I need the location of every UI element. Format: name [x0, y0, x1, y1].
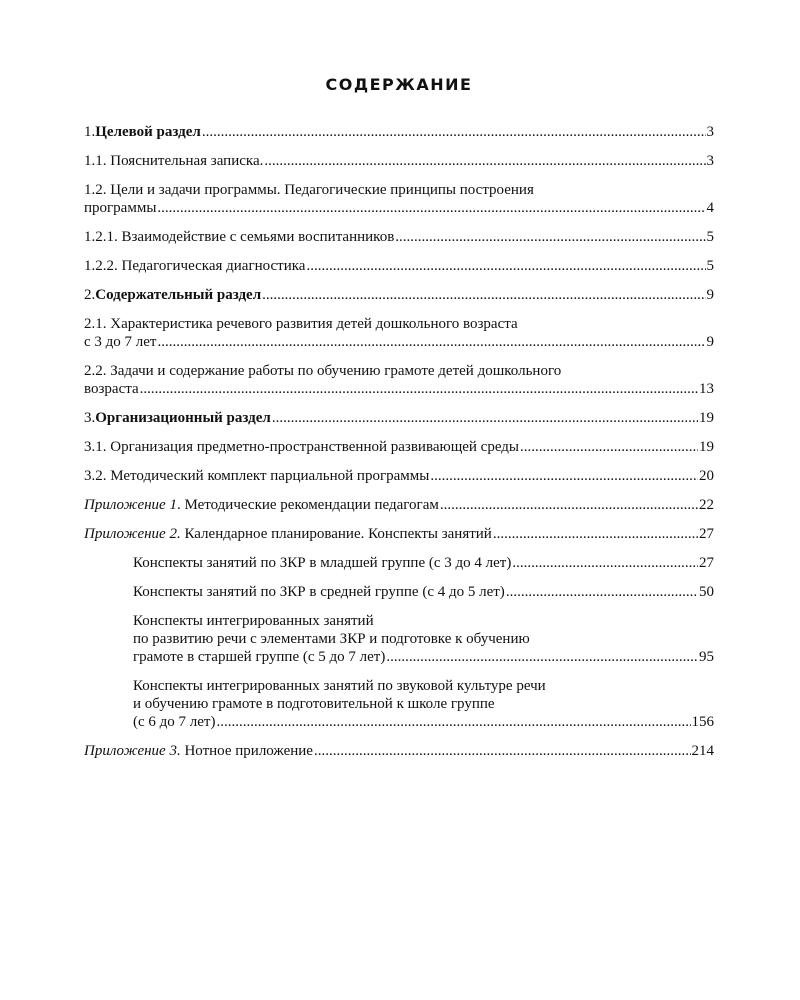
page-title: СОДЕРЖАНИЕ	[325, 75, 473, 94]
toc-entry-3[interactable]: 3. Организационный раздел ..... 19	[84, 409, 714, 427]
toc-page-number: 4	[706, 200, 714, 216]
toc-entry-title: Конспекты занятий по ЗКР в средней группе (с 4 до 5 лет)	[133, 584, 505, 600]
dot-leader	[314, 742, 691, 760]
toc-page-number: 5	[706, 229, 714, 245]
toc-entry-1-2[interactable]	[84, 181, 714, 217]
toc-page-number: 3	[706, 153, 714, 169]
toc-entry-title-line: 2.2. Задачи и содержание работы по обучению грамоте детей дошкольного	[84, 363, 562, 379]
toc-entry-appendix-2[interactable]	[84, 525, 714, 543]
toc-entry-title-line: 1.2. Цели и задачи программы. Педагогические принципы построения	[84, 182, 534, 198]
toc-entry-1-2-1[interactable]	[84, 228, 714, 246]
toc-page-number: 22	[699, 497, 714, 513]
dot-leader	[386, 648, 698, 666]
dot-leader	[520, 438, 698, 456]
toc-page-number: 5	[706, 258, 714, 274]
dot-leader	[140, 380, 698, 398]
toc-page-number: 20	[699, 468, 714, 484]
toc-entry-title-line: по развитию речи с элементами ЗКР и подготовке к обучению	[133, 631, 530, 647]
toc-entry-title-line: Конспекты интегрированных занятий	[133, 613, 374, 629]
toc-entry-title: 1.1. Пояснительная записка.	[84, 153, 264, 169]
toc-entry-2[interactable]: 2. Содержательный раздел ..... 9	[84, 286, 714, 304]
toc-entry-title: Целевой раздел	[95, 124, 201, 140]
toc-page-number: 95	[699, 649, 714, 665]
toc-entry-title: Календарное планирование. Конспекты занятий	[180, 526, 492, 542]
toc-page-number: 9	[706, 287, 714, 303]
toc-entry-3-1[interactable]	[84, 438, 714, 456]
toc-page-number: 9	[706, 334, 714, 350]
dot-leader	[506, 583, 698, 601]
toc-entry-title: (с 6 до 7 лет)	[133, 714, 216, 730]
toc-entry-title-line: Конспекты интегрированных занятий по звуковой культуре речи	[133, 678, 546, 694]
toc-entry-title: Конспекты занятий по ЗКР в младшей группе (с 3 до 4 лет)	[133, 555, 512, 571]
toc-entry-title: 3.1. Организация предметно-пространственной развивающей среды	[84, 439, 520, 455]
dot-leader	[158, 333, 706, 351]
toc-entry-senior-group[interactable]	[84, 612, 714, 666]
toc-page-number: 156	[691, 714, 714, 730]
toc-entry-1-2-2[interactable]	[84, 257, 714, 275]
dot-leader	[430, 467, 698, 485]
toc-page-number: 214	[691, 743, 714, 759]
toc-entry-title: Организационный раздел	[95, 410, 271, 426]
appendix-label: Приложение 3.	[84, 743, 181, 759]
dot-leader	[306, 257, 705, 275]
dot-leader	[157, 199, 705, 217]
toc-page-number: 19	[699, 410, 714, 426]
toc-entry-title: Нотное приложение	[180, 743, 313, 759]
toc-page-number: 27	[699, 555, 714, 571]
toc-page-number: 19	[699, 439, 714, 455]
toc-entry-1[interactable]: 1. Целевой раздел ..... 3	[84, 123, 714, 141]
toc-entry-3-2[interactable]	[84, 467, 714, 485]
dot-leader	[440, 496, 698, 514]
dot-leader	[216, 713, 690, 731]
dot-leader	[264, 152, 705, 170]
toc-entry-middle-group[interactable]	[84, 583, 714, 601]
dot-leader	[512, 554, 698, 572]
toc-entry-title: 1.2.1. Взаимодействие с семьями воспитанников	[84, 229, 395, 245]
toc-entry-junior-group[interactable]	[84, 554, 714, 572]
toc-page-number: 50	[699, 584, 714, 600]
toc-entry-title: Содержательный раздел	[95, 287, 262, 303]
toc-entry-title: с 3 до 7 лет	[84, 334, 157, 350]
toc-page-number: 13	[699, 381, 714, 397]
toc-page-number: 27	[699, 526, 714, 542]
dot-leader	[272, 409, 698, 427]
toc-entry-title: 1.2.2. Педагогическая диагностика	[84, 258, 306, 274]
table-of-contents	[84, 123, 714, 771]
appendix-label: Приложение 2.	[84, 526, 181, 542]
toc-entry-title: грамоте в старшей группе (с 5 до 7 лет)	[133, 649, 386, 665]
toc-entry-title-line: и обучению грамоте в подготовительной к школе группе	[133, 696, 495, 712]
toc-entry-title: 3.2. Методический комплект парциальной программы	[84, 468, 430, 484]
toc-entry-title: возраста	[84, 381, 139, 397]
dot-leader	[262, 286, 705, 304]
toc-entry-preparatory-group[interactable]	[84, 677, 714, 731]
toc-entry-2-1[interactable]	[84, 315, 714, 351]
toc-page-number: 3	[706, 124, 714, 140]
toc-entry-appendix-3[interactable]	[84, 742, 714, 760]
dot-leader	[395, 228, 705, 246]
dot-leader	[493, 525, 698, 543]
toc-entry-appendix-1[interactable]	[84, 496, 714, 514]
dot-leader	[202, 123, 706, 141]
toc-entry-title-line: 2.1. Характеристика речевого развития детей дошкольного возраста	[84, 316, 518, 332]
toc-entry-1-1[interactable]	[84, 152, 714, 170]
appendix-label: Приложение 1	[84, 497, 177, 513]
toc-entry-title: . Методические рекомендации педагогам	[176, 497, 439, 513]
toc-entry-title: программы	[84, 200, 157, 216]
toc-entry-2-2[interactable]	[84, 362, 714, 398]
